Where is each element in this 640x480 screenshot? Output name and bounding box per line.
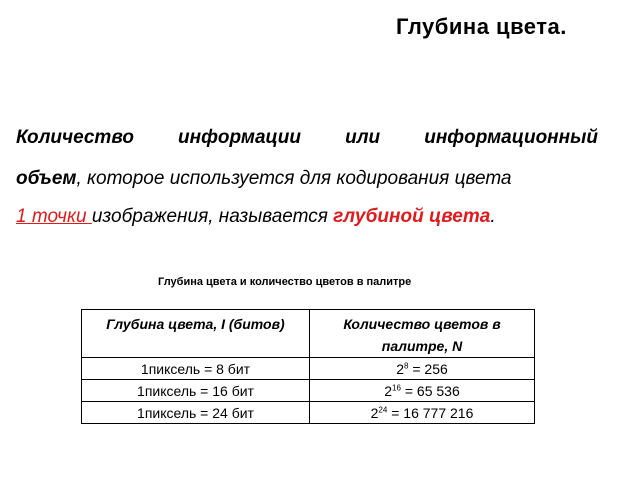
column-header-depth: Глубина цвета, I (битов) (82, 310, 310, 358)
definition-line-2 (16, 168, 512, 190)
definition-line-3 (16, 206, 496, 228)
power-exponent: 24 (378, 404, 388, 414)
power-exponent: 16 (392, 382, 401, 392)
color-depth-table (81, 309, 535, 424)
power-result: = 16 777 216 (387, 404, 474, 421)
definition-word: информации (178, 127, 301, 148)
definition-text: изображения, называется (91, 206, 334, 227)
slide-title: Глубина цвета. (396, 14, 567, 39)
definition-word: или (345, 127, 381, 148)
power-base: 2 (384, 382, 393, 399)
colors-cell (310, 380, 535, 402)
definition-word: Количество (16, 127, 134, 148)
power-result: = 256 (408, 360, 448, 377)
power-result: = 65 536 (400, 382, 460, 399)
table-caption: Глубина цвета и количество цветов в палитре (158, 276, 412, 288)
depth-cell: 1пиксель = 24 бит (82, 402, 310, 424)
power-base: 2 (370, 404, 379, 421)
colors-cell (310, 358, 535, 380)
pixel-link[interactable]: 1 точки (16, 206, 92, 227)
definition-period: . (490, 206, 496, 227)
depth-cell: 1пиксель = 8 бит (82, 358, 310, 380)
table-row (82, 402, 535, 424)
definition-line-1 (16, 127, 598, 149)
definition-word: информационный (424, 127, 598, 148)
table-row (82, 380, 535, 402)
colors-cell (310, 402, 535, 424)
color-depth-term: глубиной цвета (333, 206, 491, 227)
table-header-row (82, 310, 535, 358)
power-base: 2 (396, 360, 404, 377)
depth-cell: 1пиксель = 16 бит (82, 380, 310, 402)
power-exponent: 8 (404, 360, 409, 370)
definition-term-volume: объем (16, 168, 77, 189)
column-header-colors: Количество цветов в палитре, N (310, 310, 535, 358)
table-row (82, 358, 535, 380)
definition-text: , которое используется для кодирования цвета (76, 168, 512, 189)
